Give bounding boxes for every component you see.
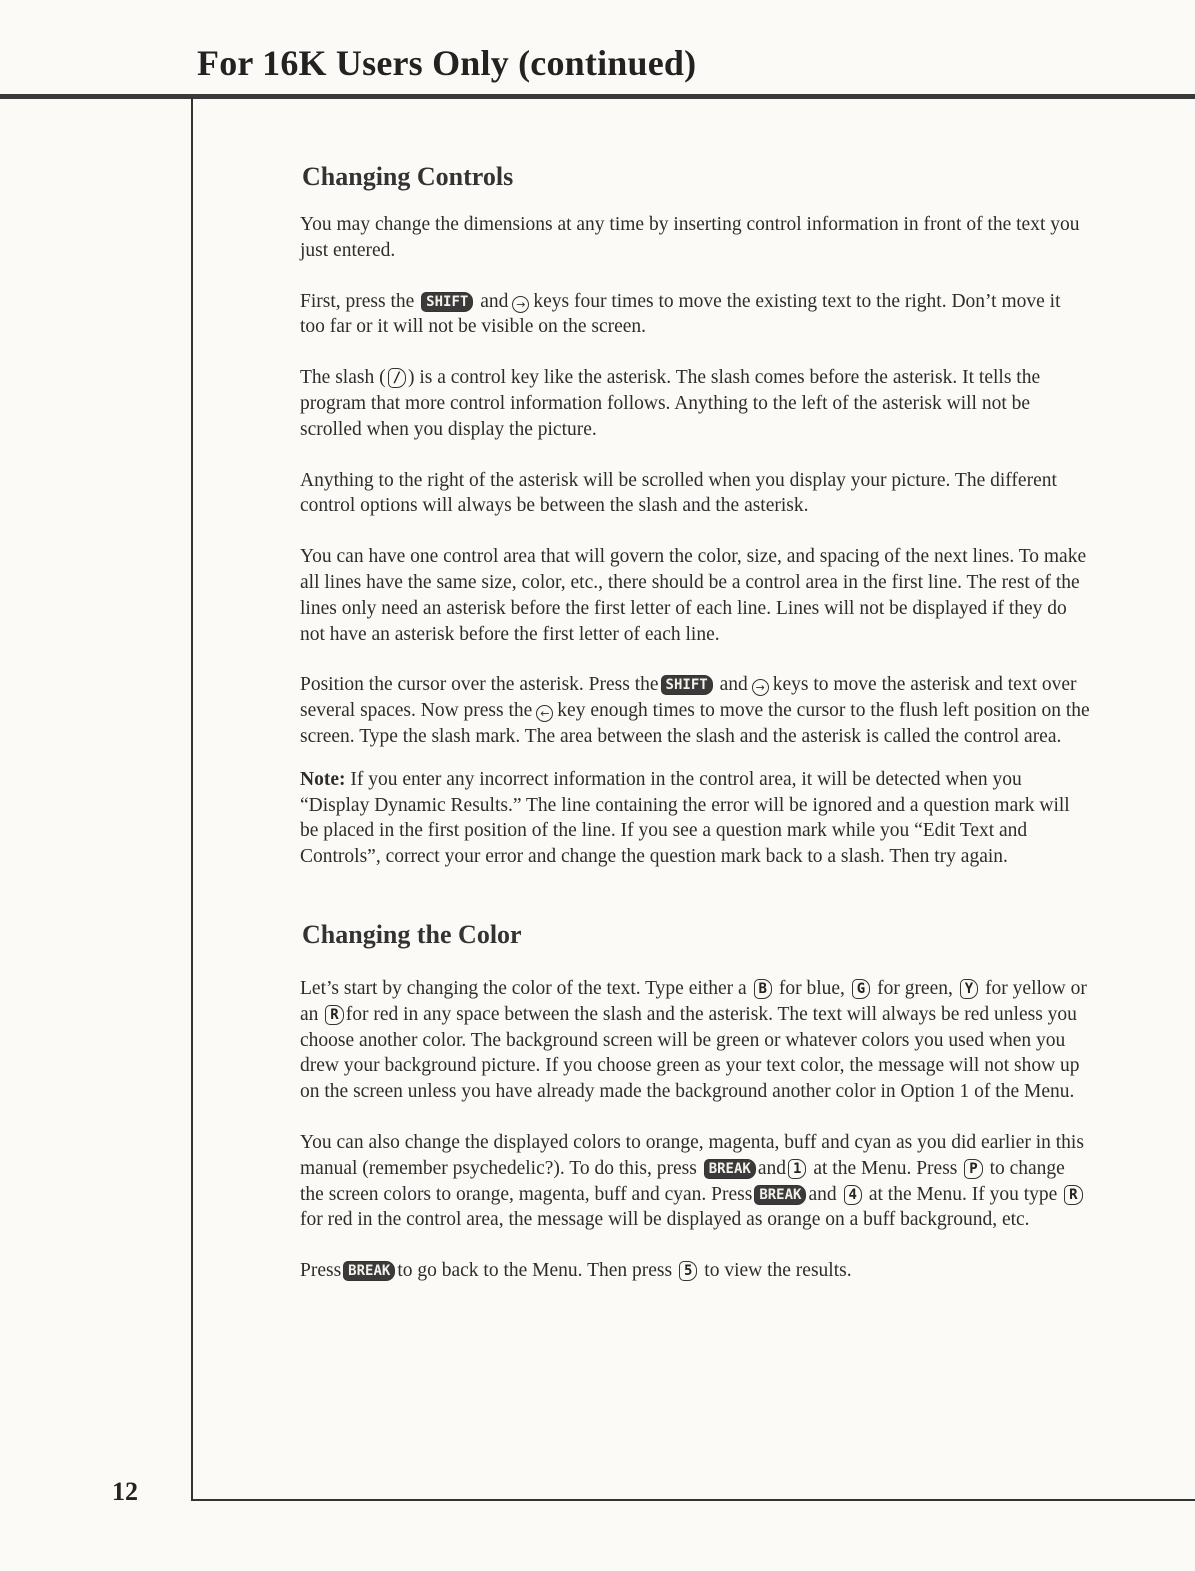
five-key-icon: 5 <box>679 1261 697 1281</box>
paragraph: Position the cursor over the asterisk. Press the SHIFT and → keys to move the asterisk and text over several spaces. Now press the ← key enough times to move the cursor to the flush left position on the screen. Type the slash mark. The area between the slash and the asterisk is called the control area. <box>300 674 1090 747</box>
r-key-icon: R <box>1064 1185 1082 1205</box>
one-key-icon: 1 <box>788 1159 806 1179</box>
g-key-icon: G <box>852 979 870 999</box>
top-rule <box>0 94 1195 99</box>
page-number: 12 <box>112 1477 138 1506</box>
paragraph: You can have one control area that will govern the color, size, and spacing of the next lines. To make all lines have the same size, color, etc., there should be a control area in the first line. The rest of the lines only need an asterisk before the first letter of each line. Lines will not be displayed if they do not have an asterisk before the first letter of each line. <box>300 546 1087 645</box>
r-key-icon: R <box>325 1005 343 1025</box>
right-arrow-key-icon: → <box>752 679 769 696</box>
section-heading-changing-the-color: Changing the Color <box>302 919 522 949</box>
left-arrow-key-icon: ← <box>536 705 553 722</box>
left-rule <box>191 97 193 1501</box>
paragraph: You may change the dimensions at any time by inserting control information in front of the text you just entered. <box>300 214 1080 261</box>
p-key-icon: P <box>964 1159 982 1179</box>
shift-key-icon: SHIFT <box>421 292 473 312</box>
note-label: Note: <box>300 768 346 790</box>
section-heading-changing-controls: Changing Controls <box>302 162 514 191</box>
paragraph: Anything to the right of the asterisk will be scrolled when you display your picture. The different control options will always be between the slash and the asterisk. <box>300 469 1057 517</box>
four-key-icon: 4 <box>844 1185 862 1205</box>
paragraph: Press BREAK to go back to the Menu. Then press 5 to view the results. <box>300 1260 852 1282</box>
paragraph: First, press the SHIFT and → keys four times to move the existing text to the right. Don’t move it too far or it will not be visible on the screen. <box>300 290 1061 338</box>
note-paragraph: Note: If you enter any incorrect information in the control area, it will be detected when you “Display Dynamic Results.” The line containing the error will be ignored and a question mark will be placed in the first position of the line. If you see a question mark while you “Edit Text and Controls”, correct your error and change the question mark back to a slash. Then try again. <box>300 768 1070 868</box>
break-key-icon: BREAK <box>704 1159 756 1179</box>
right-arrow-key-icon: → <box>512 296 529 313</box>
bottom-rule <box>191 1499 1195 1501</box>
paragraph: Let’s start by changing the color of the text. Type either a B for blue, G for green, Y for yellow or an R for red in any space between the slash and the asterisk. The text will always be red unless you choose another color. The background screen will be green or whatever colors you used when you drew your background picture. If you choose green as your text color, the message will not show up on the screen unless you have already made the background another color in Option 1 of the Menu. <box>300 977 1087 1103</box>
shift-key-icon: SHIFT <box>661 675 713 695</box>
slash-key-icon: / <box>388 368 406 388</box>
break-key-icon: BREAK <box>343 1261 395 1281</box>
page-content <box>300 162 1090 1309</box>
paragraph: The slash ( / ) is a control key like the asterisk. The slash comes before the asterisk. It tells the program that more control information follows. Anything to the left of the asterisk will not be scrolled when you display the picture. <box>300 367 1041 440</box>
break-key-icon: BREAK <box>754 1185 806 1205</box>
paragraph: You can also change the displayed colors to orange, magenta, buff and cyan as you did earlier in this manual (remember psychedelic?). To do this, press BREAK and 1 at the Menu. Press P to change the screen colors to orange, magenta, buff and cyan. Press BREAK and 4 at the Menu. If you type R for red in the control area, the message will be displayed as orange on a buff background, etc. <box>300 1131 1084 1231</box>
y-key-icon: Y <box>960 979 978 999</box>
b-key-icon: B <box>754 979 772 999</box>
page-header-title: For 16K Users Only (continued) <box>197 43 697 83</box>
